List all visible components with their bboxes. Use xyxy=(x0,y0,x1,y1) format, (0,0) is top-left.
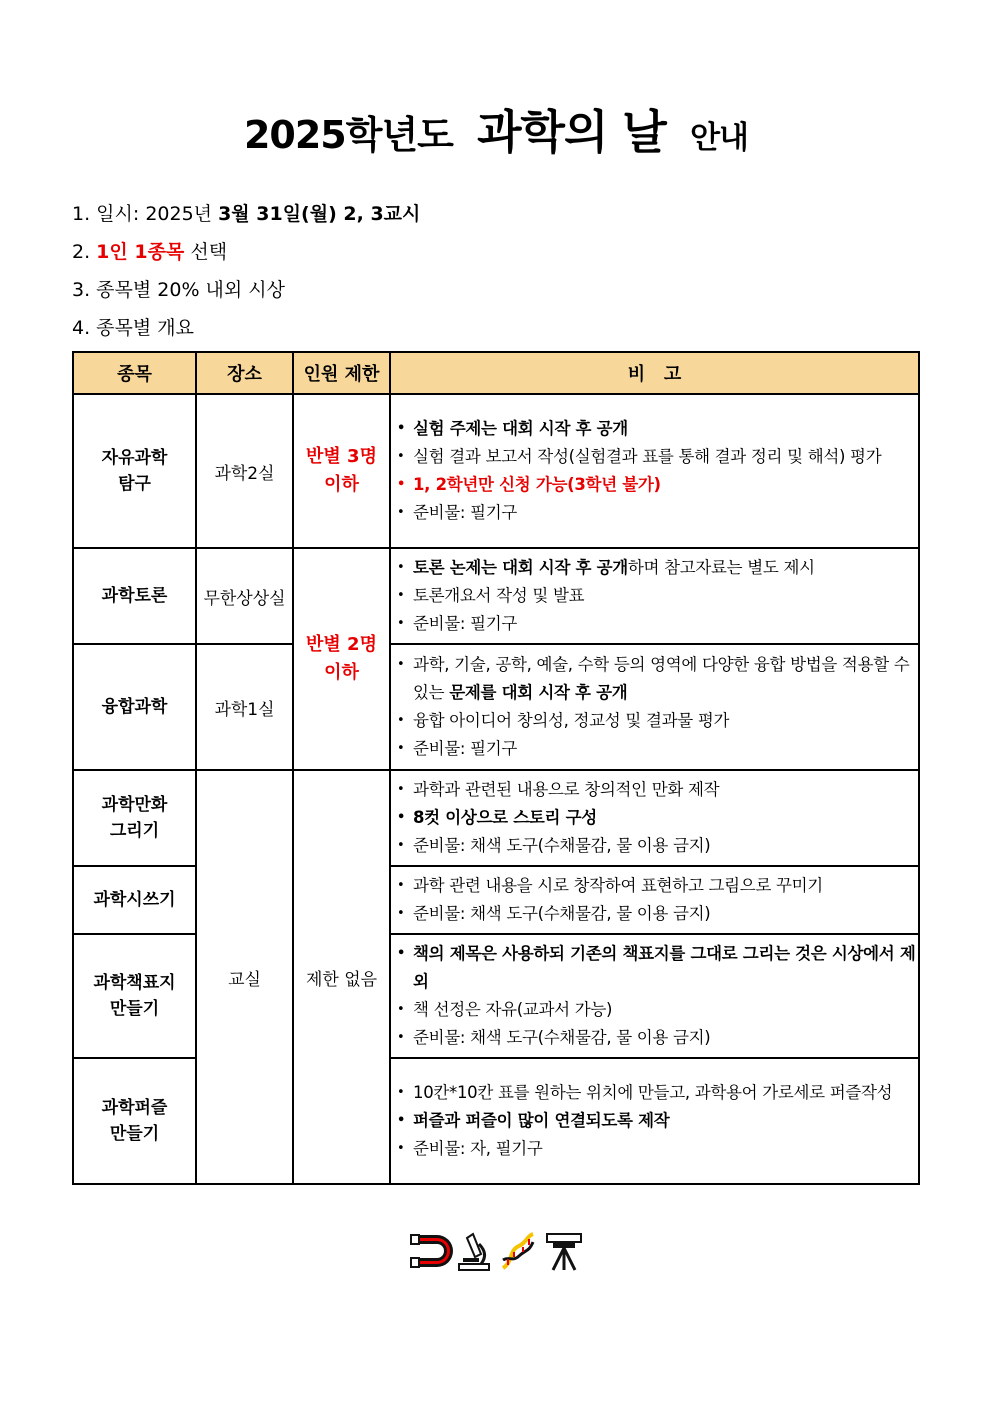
title-year: 2025학년도 xyxy=(243,113,453,157)
limit-cell: 반별 2명 이하 xyxy=(293,548,390,770)
header-limit: 인원 제한 xyxy=(293,352,390,394)
item-cell: 과학만화 그리기 xyxy=(73,770,196,866)
item-cell: 자유과학 탐구 xyxy=(73,394,196,548)
note-item: • 준비물: 필기구 xyxy=(395,735,916,763)
title-suffix: 안내 xyxy=(690,120,749,156)
limit-cell: 반별 3명 이하 xyxy=(293,394,390,548)
note-item: • 토론개요서 작성 및 발표 xyxy=(395,582,916,610)
table-row xyxy=(73,548,919,644)
item-cell: 과학시쓰기 xyxy=(73,866,196,934)
table-row xyxy=(73,770,919,866)
note-item: • 책의 제목은 사용하되 기존의 책표지를 그대로 그리는 것은 시상에서 제외 xyxy=(395,940,916,996)
place-cell: 무한상상실 xyxy=(196,548,293,644)
notes-cell xyxy=(390,548,919,644)
table-header-row xyxy=(73,352,919,394)
note-item: • 8컷 이상으로 스토리 구성 xyxy=(395,804,916,832)
item-cell: 과학책표지 만들기 xyxy=(73,934,196,1058)
note-item: • 책 선정은 자유(교과서 가능) xyxy=(395,996,916,1024)
notes-cell xyxy=(390,1058,919,1184)
info-award: 3. 종목별 20% 내외 시상 xyxy=(72,279,285,301)
info-overview: 4. 종목별 개요 xyxy=(72,317,194,339)
notes-cell xyxy=(390,394,919,548)
place-cell: 과학1실 xyxy=(196,644,293,770)
note-item: • 1, 2학년만 신청 가능(3학년 불가) xyxy=(395,471,916,499)
limit-cell: 제한 없음 xyxy=(293,770,390,1184)
header-notes: 비 고 xyxy=(390,352,919,394)
title-main: 과학의 날 xyxy=(477,105,666,159)
note-item: • 실험 주제는 대회 시작 후 공개 xyxy=(395,415,916,443)
page-title xyxy=(0,96,992,162)
note-item: • 융합 아이디어 창의성, 정교성 및 결과물 평가 xyxy=(395,707,916,735)
item-cell: 과학퍼즐 만들기 xyxy=(73,1058,196,1184)
table-row xyxy=(73,644,919,770)
place-cell: 교실 xyxy=(196,770,293,1184)
notes-cell xyxy=(390,770,919,866)
info-list xyxy=(72,198,420,350)
place-cell: 과학2실 xyxy=(196,394,293,548)
note-item: • 준비물: 채색 도구(수채물감, 물 이용 금지) xyxy=(395,1024,916,1052)
header-item: 종목 xyxy=(73,352,196,394)
note-item: • 준비물: 자, 필기구 xyxy=(395,1135,916,1163)
telescope-icon xyxy=(547,1234,581,1270)
note-item: • 준비물: 필기구 xyxy=(395,499,916,527)
info-choice: 2. 1인 1종목 선택 xyxy=(72,241,228,263)
notes-cell xyxy=(390,644,919,770)
item-cell: 융합과학 xyxy=(73,644,196,770)
note-item: • 과학 관련 내용을 시로 창작하여 표현하고 그림으로 꾸미기 xyxy=(395,872,916,900)
note-item: • 실험 결과 보고서 작성(실험결과 표를 통해 결과 정리 및 해석) 평가 xyxy=(395,443,916,471)
event-table xyxy=(72,351,920,1185)
science-icons xyxy=(409,1230,585,1272)
note-item: • 토론 논제는 대회 시작 후 공개하며 참고자료는 별도 제시 xyxy=(395,554,916,582)
note-item: • 준비물: 채색 도구(수채물감, 물 이용 금지) xyxy=(395,832,916,860)
note-item: • 과학과 관련된 내용으로 창의적인 만화 제작 xyxy=(395,776,916,804)
microscope-icon xyxy=(459,1234,489,1270)
table-row xyxy=(73,394,919,548)
info-date: 1. 일시: 2025년 3월 31일(월) 2, 3교시 xyxy=(72,203,421,225)
magnet-icon xyxy=(411,1235,453,1267)
note-item: • 준비물: 필기구 xyxy=(395,610,916,638)
note-item: • 준비물: 채색 도구(수채물감, 물 이용 금지) xyxy=(395,900,916,928)
note-item: • 퍼즐과 퍼즐이 많이 연결되도록 제작 xyxy=(395,1107,916,1135)
header-place: 장소 xyxy=(196,352,293,394)
notes-cell xyxy=(390,934,919,1058)
note-item: • 10칸*10칸 표를 원하는 위치에 만들고, 과학용어 가로세로 퍼즐작성 xyxy=(395,1079,916,1107)
note-item: • 과학, 기술, 공학, 예술, 수학 등의 영역에 다양한 융합 방법을 적용할 수 있는 문제를 대회 시작 후 공개 xyxy=(395,651,916,707)
dna-icon xyxy=(503,1234,533,1268)
item-cell: 과학토론 xyxy=(73,548,196,644)
notes-cell xyxy=(390,866,919,934)
